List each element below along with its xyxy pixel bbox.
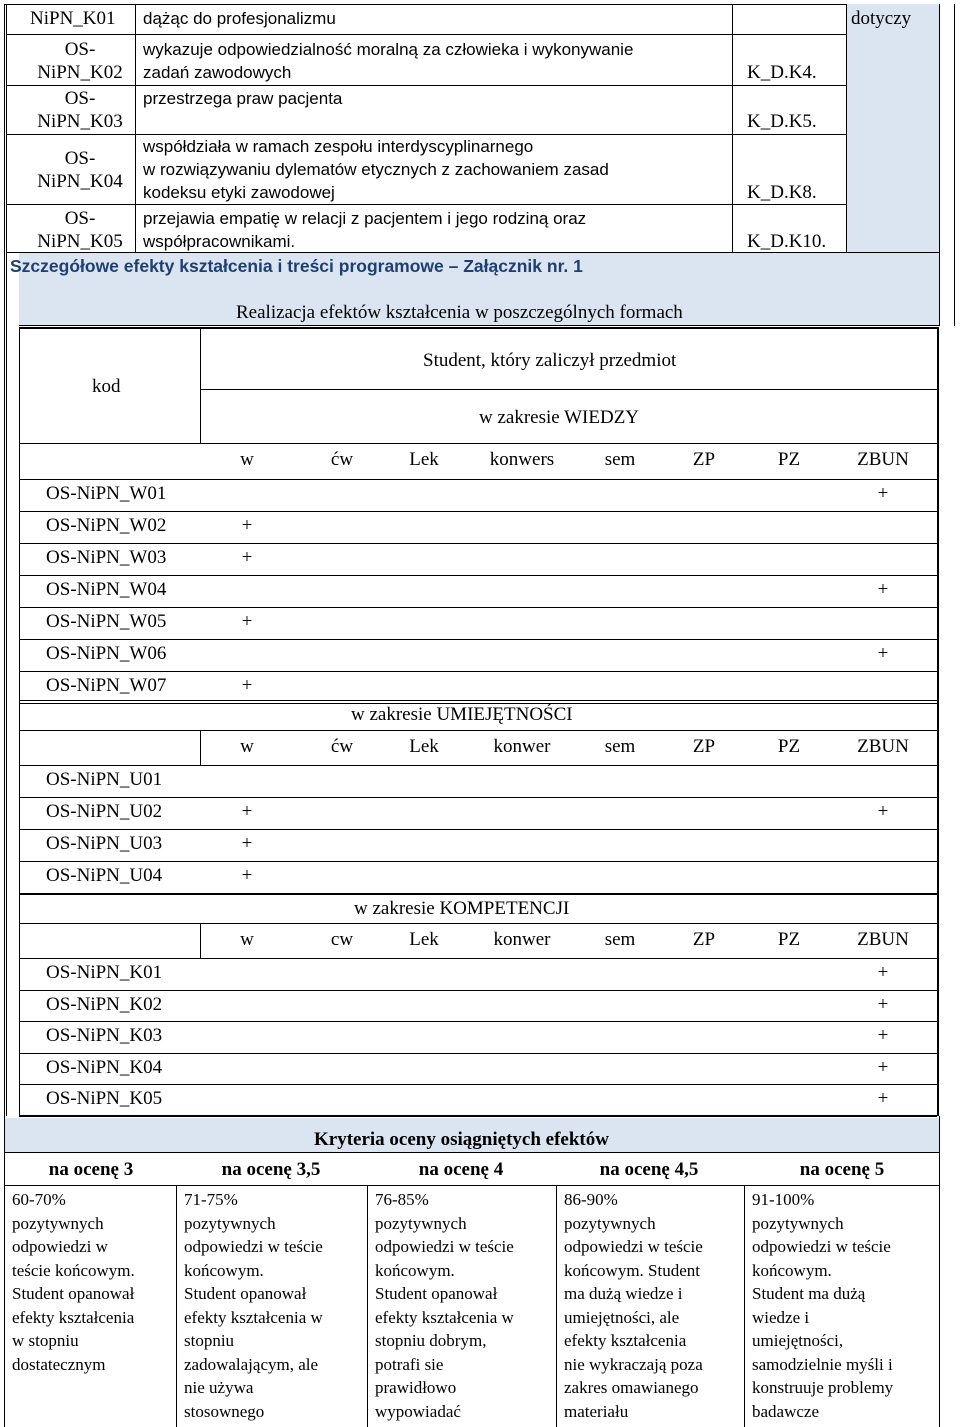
effect-code: OS-NiPN_U04 [46, 865, 163, 886]
column-header: Lek [409, 929, 439, 950]
column-header: ZBUN [857, 449, 909, 470]
top-row-desc: przejawia empatię w relacji z pacjentem i jego rodziną oraz współpracownikami. [143, 209, 587, 251]
criteria-title: Kryteria oceny osiągniętych efektów [314, 1129, 609, 1150]
grade-header: na ocenę 4 [418, 1159, 504, 1180]
grade-criteria: 86-90% pozytywnych odpowiedzi w teście końcowym. Student ma dużą wiedze i umiejętności, ale efekty kształcenia nie wykraczają poza zakres omawianego materiału [564, 1190, 703, 1421]
section-title-wiedzy: w zakresie WIEDZY [479, 407, 640, 428]
column-header: sem [604, 929, 636, 950]
top-row-code: OS- NiPN_K05 [37, 208, 123, 252]
top-row-ref: K_D.K4. [747, 62, 817, 83]
column-header: ZBUN [857, 736, 909, 757]
grade-header: na ocenę 3 [48, 1159, 134, 1180]
effect-code: OS-NiPN_W03 [46, 547, 167, 568]
column-header: ZP [692, 929, 716, 950]
column-header: PZ [777, 929, 801, 950]
mark: + [241, 675, 253, 696]
grade-criteria: 76-85% pozytywnych odpowiedzi w teście końcowym. Student opanował efekty kształcenia w stopniu dobrym, potrafi sie prawidłowo wypowiadać [375, 1190, 514, 1421]
mark: + [241, 833, 253, 854]
column-header: ćw [330, 449, 354, 470]
column-header: ZP [692, 736, 716, 757]
effect-code: OS-NiPN_U02 [46, 801, 163, 822]
top-row-desc: wykazuje odpowiedzialność moralną za człowieka i wykonywanie zadań zawodowych [143, 40, 634, 82]
section-title-kompetencji: w zakresie KOMPETENCJI [354, 898, 570, 919]
effect-code: OS-NiPN_W06 [46, 643, 167, 664]
mark: + [877, 1056, 889, 1078]
column-header: PZ [777, 736, 801, 757]
column-header: w [240, 736, 254, 757]
grade-criteria: 60-70% pozytywnych odpowiedzi w teście końcowym. Student opanował efekty kształcenia w stopniu dostatecznym [12, 1190, 135, 1374]
column-header: sem [604, 736, 636, 757]
column-header: konwer [493, 736, 551, 757]
details-link[interactable]: Szczegółowe efekty kształcenia i treści programowe – Załącznik nr. 1 [10, 256, 583, 276]
grade-header: na ocenę 5 [799, 1159, 885, 1180]
mark: + [877, 1088, 889, 1109]
grade-criteria: 91-100% pozytywnych odpowiedzi w teście końcowym. Student ma dużą wiedze i umiejętności, samodzielnie myśli i konstruuje problemy badawcze [752, 1190, 894, 1421]
grade-criteria: 71-75% pozytywnych odpowiedzi w teście końcowym. Student opanował efekty kształcenia w stopniu zadowalającym, ale nie używa stosownego [184, 1190, 323, 1421]
grade-header: na ocenę 4,5 [599, 1159, 699, 1180]
top-row-ref: K_D.K8. [747, 182, 817, 203]
column-header: Lek [409, 449, 439, 470]
column-header: w [240, 929, 254, 950]
top-row-desc: współdziała w ramach zespołu interdyscyplinarnego w rozwiązywaniu dylematów etycznych z zachowaniem zasad kodeksu etyki zawodowej [143, 137, 609, 202]
mark: + [877, 962, 889, 983]
column-header: ćw [330, 736, 354, 757]
top-row-desc: dążąc do profesjonalizmu [143, 9, 336, 28]
effect-code: OS-NiPN_W05 [46, 611, 167, 632]
top-row-ref: K_D.K10. [747, 231, 827, 252]
student-label: Student, który zaliczył przedmiot [423, 350, 677, 371]
top-row-code: OS- NiPN_K04 [37, 148, 123, 192]
column-header: konwers [489, 449, 555, 470]
column-header: sem [604, 449, 636, 470]
column-header: ZP [692, 449, 716, 470]
mark: + [877, 643, 889, 664]
mark: + [241, 515, 253, 536]
section-title-umiejetnosci: w zakresie UMIEJĘTNOŚCI [351, 704, 573, 725]
top-row-desc: przestrzega praw pacjenta [143, 89, 343, 108]
effect-code: OS-NiPN_W04 [46, 579, 167, 600]
effect-code: OS-NiPN_K04 [46, 1056, 163, 1078]
column-header: konwer [493, 929, 551, 950]
top-side-text: dotyczy [851, 8, 912, 29]
mark: + [877, 483, 889, 504]
top-row-code: NiPN_K01 [30, 8, 116, 29]
column-header: cw [330, 929, 354, 950]
column-header: PZ [777, 449, 801, 470]
mark: + [877, 801, 889, 822]
column-header: w [240, 449, 254, 470]
kod-label: kod [92, 376, 121, 397]
mark: + [241, 865, 253, 886]
effect-code: OS-NiPN_K05 [46, 1088, 163, 1109]
top-row-ref: K_D.K5. [747, 111, 817, 132]
effect-code: OS-NiPN_K03 [46, 1025, 163, 1046]
effect-code: OS-NiPN_K02 [46, 993, 163, 1015]
effect-code: OS-NiPN_W01 [46, 483, 167, 504]
column-header: Lek [409, 736, 439, 757]
effect-code: OS-NiPN_W02 [46, 515, 167, 536]
mark: + [241, 801, 253, 822]
mark: + [241, 611, 253, 632]
effect-code: OS-NiPN_W07 [46, 675, 167, 696]
realizacja-title: Realizacja efektów kształcenia w poszczególnych formach [236, 302, 683, 323]
mark: + [877, 993, 889, 1015]
effect-code: OS-NiPN_U03 [46, 833, 163, 854]
grade-header: na ocenę 3,5 [221, 1159, 321, 1180]
effect-code: OS-NiPN_U01 [46, 769, 163, 790]
mark: + [877, 1025, 889, 1046]
top-row-code: OS- NiPN_K03 [37, 88, 123, 132]
column-header: ZBUN [857, 929, 909, 950]
effect-code: OS-NiPN_K01 [46, 962, 163, 983]
mark: + [241, 547, 253, 568]
mark: + [877, 579, 889, 600]
top-row-code: OS- NiPN_K02 [37, 39, 123, 83]
